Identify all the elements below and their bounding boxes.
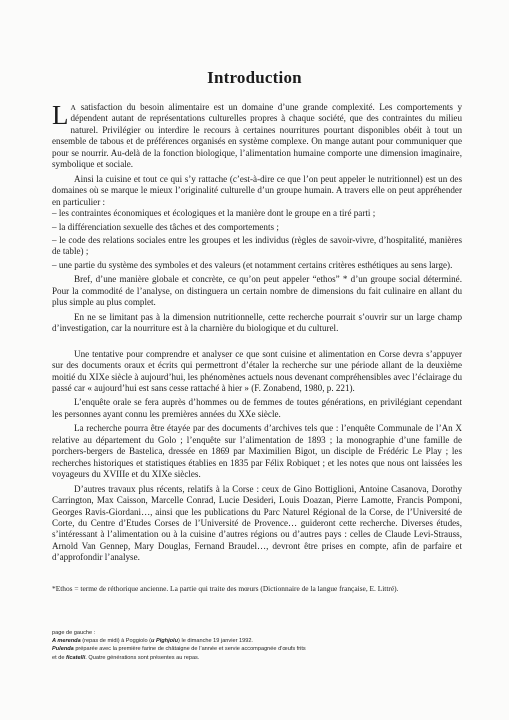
- caption-line: page de gauche :: [52, 630, 96, 636]
- list-item: – une partie du système des symboles et des valeurs (et notamment certains critères esthétiques au sens large).: [52, 260, 462, 271]
- caption-text: (repas de midi) à Poggiolo (: [80, 638, 151, 645]
- body-text: [52, 102, 462, 564]
- page-title: Introduction: [207, 68, 302, 87]
- caption-line: [52, 645, 352, 653]
- paragraph-4: En ne se limitant pas à la dimension nutritionnelle, cette recherche pourrait s’ouvrir sur un large champ d’investigation, car la nourriture est à la charnière du biologique et du culturel.: [52, 311, 462, 334]
- caption-text: . Quatre générations sont présentes au repas.: [85, 654, 200, 661]
- drop-cap: L: [52, 100, 69, 130]
- paragraph-6: L’enquête orale se fera auprès d’hommes ou de femmes de toutes générations, en privilégiant cependant les personnes ayant connu les premières années du XXe siècle.: [52, 397, 462, 419]
- caption-line: [52, 637, 352, 645]
- bullet-list: [52, 208, 462, 271]
- paragraph-2: Ainsi la cuisine et tout ce qui s’y rattache (c’est-à-dire ce que l’on peut appeler le nutritionnel) est un des domaines où se marque le mieux l’originalité culturelle d’un groupe humain. A travers elle on peut appréhender en particulier :: [52, 173, 462, 207]
- caption-emphasis: Pulenda: [52, 646, 74, 653]
- caption-emphasis: ficatelli: [66, 654, 86, 661]
- footnote: *Ethos = terme de réthorique ancienne. La partie qui traite des mœurs (Dictionnaire de la langue française, E. Littré).: [52, 584, 399, 593]
- list-item: – le code des relations sociales entre les groupes et les individus (règles de savoir-vivre, d’hospitalité, manières de table) ;: [52, 235, 462, 258]
- paragraph-7: La recherche pourra être étayée par des documents d’archives tels que : l’enquête Communale de l’An X relative au département du Golo ; l’enquête sur l’alimentation de 1893 ; la monographie d’une famille de porchers-bergers de Bastelica, dressée en 1869 par Maximilien Bigot, un disciple de Frédéric Le Play ; les recherches historiques et statistiques établies en 1835 par Félix Robiquet ; et les notes que nous ont laissées les voyageurs du XVIIIe et du XIXe siècles.: [52, 423, 462, 480]
- caption-text: et de: [52, 654, 66, 661]
- paragraph-5: Une tentative pour comprendre et analyser ce que sont cuisine et alimentation en Corse devra s’appuyer sur des documents oraux et écrits qui permettront d’étaler la recherche sur une période allant de la deuxième moitié du XIXe siècle à aujourd’hui, les phénomènes actuels nous devenant compréhensibles avec l’éclairage du passé car « aujourd’hui est sans cesse rattaché à hier » (F. Zonabend, 1980, p. 221).: [52, 348, 462, 393]
- list-item: – les contraintes économiques et écologiques et la manière dont le groupe en a tiré parti ;: [52, 208, 462, 219]
- caption-text: ) le dimanche 19 janvier 1992.: [178, 638, 253, 645]
- intro-paragraph: [52, 102, 462, 171]
- list-item: – la différenciation sexuelle des tâches et des comportements ;: [52, 222, 462, 233]
- photo-caption: [52, 629, 352, 662]
- paragraph-8: D’autres travaux plus récents, relatifs à la Corse : ceux de Gino Bottiglioni, Antoine Casanova, Dorothy Carrington, Max Caisson, Marcelle Conrad, Lucie Desideri, Louis Doazan, Pierre Lamotte, Francis Pomponi, Georges Ravis-Giordani…, ainsi que les publications du Parc Naturel Régional de la Corse, de l’Université de Corte, du Centre d’Etudes Corses de l’Université de Provence… guideront cette recherche. Diverses études, s’intéressant à l’alimentation ou à la cuisine d’autres régions ou d’autres pays : celles de Claude Levi-Strauss, Arnold Van Gennep, Mary Douglas, Fernand Braudel…, devront être prises en compte, afin de parfaire et d’approfondir l’analyse.: [52, 483, 462, 563]
- caption-emphasis: u Pighjolu: [151, 638, 179, 645]
- paragraph-3: Bref, d’une manière globale et concrète, ce qu’on peut appeler “ethos” * d’un groupe social déterminé. Pour la commodité de l’analyse, on distinguera un certain nombre de dimensions du fait culinaire en allant du plus simple au plus complet.: [52, 274, 462, 308]
- caption-text: préparée avec la première farine de châtaigne de l’année et servie accompagnée d’œufs frits: [73, 646, 306, 653]
- caption-line: [52, 654, 352, 662]
- intro-text: satisfaction du besoin alimentaire est un domaine d’une grande complexité. Les comportements y dépendent autant de représentations culturelles propres à chaque société, que des contraintes du milieu naturel. Privilégier ou interdire le recours à certaines nourritures pourtant disponibles obéit à tout un ensemble de tabous et de préférences organisés en système complexe. On mange autant pour communiquer que pour se nourrir. Au-delà de la fonction biologique, l’alimentation humaine comporte une dimension imaginaire, symbolique et sociale.: [52, 102, 462, 170]
- intro-lead: A: [70, 103, 77, 112]
- caption-emphasis: A merenda: [52, 638, 81, 645]
